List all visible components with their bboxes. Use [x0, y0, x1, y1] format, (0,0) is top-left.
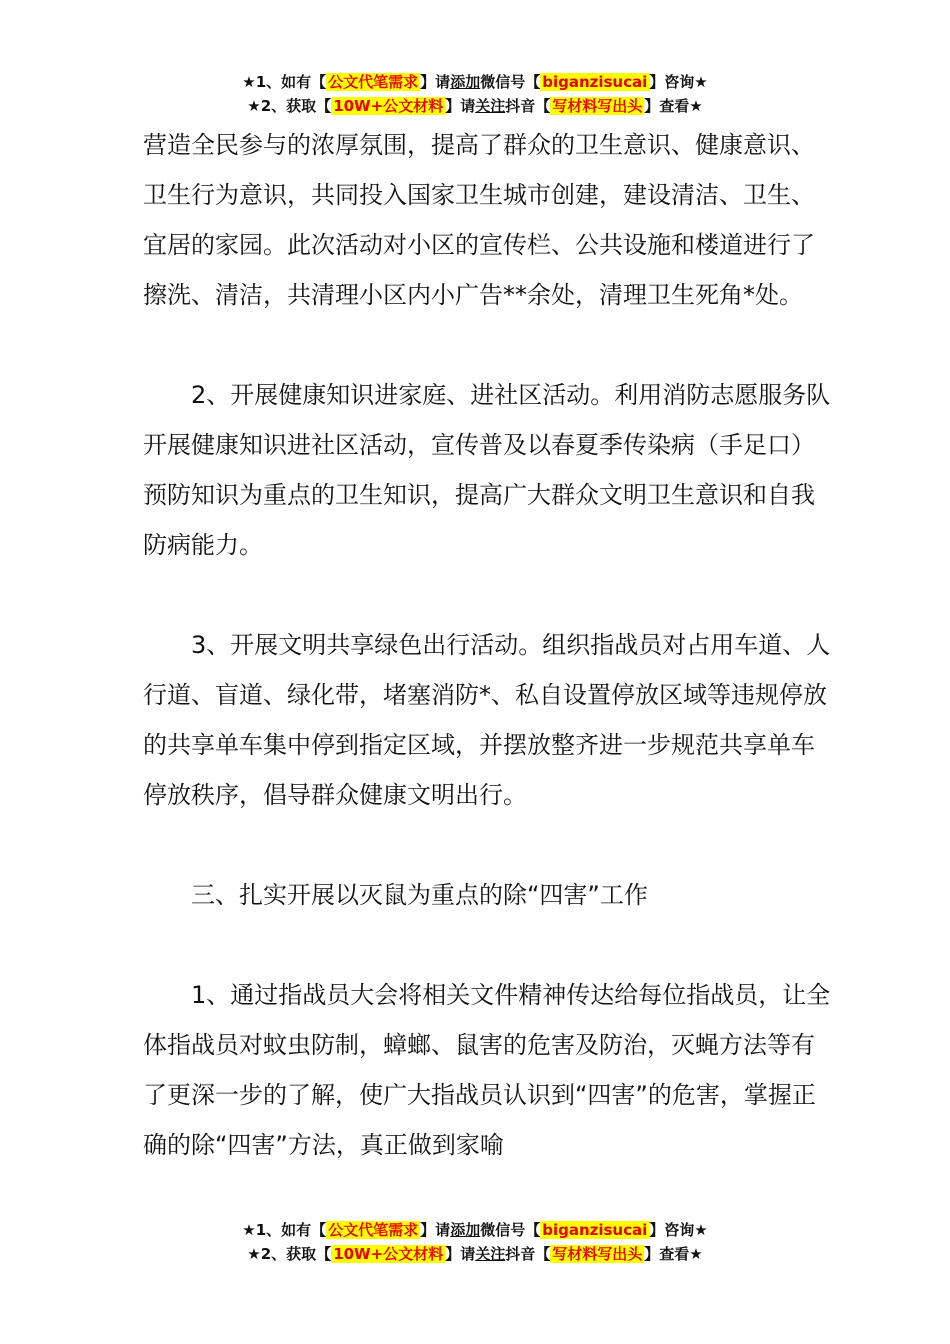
- banner-underlined-text: 添加: [450, 73, 481, 91]
- section-heading: 三、扎实开展以灭鼠为重点的除“四害”工作: [191, 881, 648, 909]
- paragraph-3: 3、开展文明共享绿色出行活动。组织指战员对占用车道、人行道、盲道、绿化带，堵塞消防*、私自设置停放区域等违规停放的共享单车集中停到指定区域，并摆放整齐进一步规范共享单车停放秩序，倡导群众健康文明出行。: [143, 631, 831, 809]
- bottom-banner: [0, 1218, 950, 1266]
- banner-line-1: [0, 70, 950, 94]
- paragraph-1: 营造全民参与的浓厚氛围，提高了群众的卫生意识、健康意识、卫生行为意识，共同投入国家卫生城市创建，建设清洁、卫生、宜居的家园。此次活动对小区的宣传栏、公共设施和楼道进行了擦洗、清洁，共清理小区内小广告**余处，清理卫生死角*处。: [143, 131, 815, 309]
- banner-text: 】咨询★: [649, 73, 708, 91]
- banner-text: ★1、如有【: [242, 73, 327, 91]
- highlight-douyin-account: 写材料写出头: [552, 1245, 643, 1263]
- banner-text: 抖音【: [505, 97, 551, 115]
- banner-text: 】请: [445, 1245, 476, 1263]
- banner-line-2: [0, 1242, 950, 1266]
- banner-text: 】咨询★: [649, 1221, 708, 1239]
- banner-underlined-text: 关注: [475, 97, 506, 115]
- document-body: [143, 120, 833, 1170]
- highlight-materials: 10W+公文材料: [333, 1245, 444, 1263]
- banner-text: 】查看★: [644, 97, 703, 115]
- highlight-service: 公文代笔需求: [328, 73, 419, 91]
- banner-text: 】请: [420, 1221, 451, 1239]
- paragraph-gap: [143, 920, 833, 970]
- banner-underlined-text: 添加: [450, 1221, 481, 1239]
- banner-text: ★1、如有【: [242, 1221, 327, 1239]
- paragraph-gap: [143, 820, 833, 870]
- banner-underlined-text: 关注: [475, 1245, 506, 1263]
- banner-text: ★2、获取【: [247, 1245, 332, 1263]
- top-banner: [0, 70, 950, 118]
- banner-line-1: [0, 1218, 950, 1242]
- paragraph-gap: [143, 570, 833, 620]
- banner-text: 】请: [420, 73, 451, 91]
- banner-line-2: [0, 94, 950, 118]
- paragraph-2: 2、开展健康知识进家庭、进社区活动。利用消防志愿服务队开展健康知识进社区活动，宣传普及以春夏季传染病（手足口）预防知识为重点的卫生知识，提高广大群众文明卫生意识和自我防病能力。: [143, 381, 831, 559]
- banner-text: 抖音【: [505, 1245, 551, 1263]
- banner-text: 微信号【: [480, 73, 541, 91]
- banner-text: ★2、获取【: [247, 97, 332, 115]
- highlight-wechat-id: biganzisucai: [542, 1221, 648, 1239]
- highlight-douyin-account: 写材料写出头: [552, 97, 643, 115]
- banner-text: 微信号【: [480, 1221, 541, 1239]
- banner-text: 】请: [445, 97, 476, 115]
- paragraph-gap: [143, 320, 833, 370]
- paragraph-4: 1、通过指战员大会将相关文件精神传达给每位指战员，让全体指战员对蚊虫防制，蟑螂、鼠害的危害及防治，灭蝇方法等有了更深一步的了解，使广大指战员认识到“四害”的危害，掌握正确的除“四害”方法，真正做到家喻: [143, 981, 831, 1159]
- highlight-materials: 10W+公文材料: [333, 97, 444, 115]
- highlight-service: 公文代笔需求: [328, 1221, 419, 1239]
- highlight-wechat-id: biganzisucai: [542, 73, 648, 91]
- banner-text: 】查看★: [644, 1245, 703, 1263]
